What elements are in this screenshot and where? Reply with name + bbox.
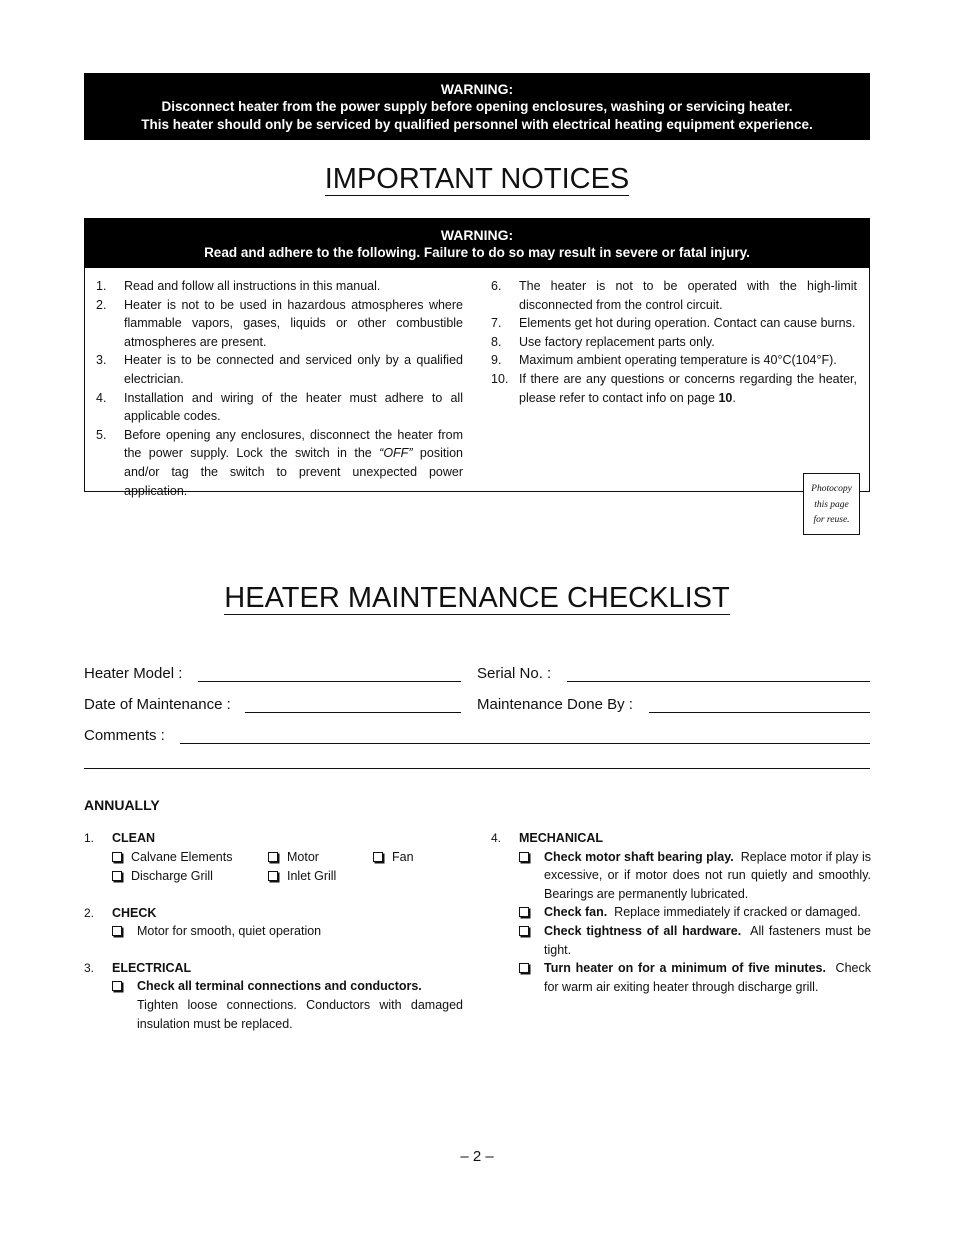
top-warning-line-2: This heater should only be serviced by qualified personnel with electrical heating equipment experience.	[141, 117, 813, 132]
mechanical-block: 4. MECHANICAL Check motor shaft bearing play. Replace motor if play is excessive, or if motor does not run quietly and smoothly. Bearings are permanently lubricated. Check fan. Replace immediately if cracked or damaged. Check tightness of all hardware. All fasteners must be tight. Turn heater on for a minimum of five minutes. Check for warm air exiting heater through discharge grill.	[491, 829, 871, 996]
checkbox-icon[interactable]	[112, 981, 122, 991]
top-warning-box	[84, 73, 870, 140]
clean-fan[interactable]: Fan	[373, 848, 414, 867]
checkbox-icon[interactable]	[112, 926, 122, 936]
mechanical-title: MECHANICAL	[519, 831, 604, 845]
date-of-maintenance-label: Date of Maintenance :	[84, 696, 231, 713]
mechanical-run-heater[interactable]: Turn heater on for a minimum of five minutes. Check for warm air exiting heater through discharge grill.	[519, 959, 871, 996]
checkbox-icon[interactable]	[519, 852, 529, 862]
comments-label: Comments :	[84, 727, 165, 744]
electrical-block: 3. ELECTRICAL Check all terminal connections and conductors. Tighten loose connections. Conductors with damaged insulation must be replaced.	[84, 959, 463, 1033]
notice-warning-text: Read and adhere to the following. Failure to do so may result in severe or fatal injury.	[204, 245, 750, 260]
page-number: – 2 –	[460, 1148, 494, 1165]
notice-item-5: 5. Before opening any enclosures, disconnect the heater from the power supply. Lock the switch in the “OFF” position and/or tag the switch to prevent unexpected power application.	[96, 427, 463, 498]
notice-item-1: 1. Read and follow all instructions in this manual.	[96, 279, 381, 293]
check-title: CHECK	[112, 905, 157, 920]
clean-calvane-elements[interactable]: Calvane Elements	[112, 848, 232, 867]
photocopy-note: Photocopy this page for reuse.	[803, 473, 860, 535]
notice-item-4: 4. Installation and wiring of the heater must adhere to all applicable codes.	[96, 390, 463, 424]
clean-block: 1. CLEAN Calvane Elements Motor Fan Discharge Grill Inlet Grill	[84, 829, 463, 886]
heater-model-field[interactable]	[198, 681, 461, 682]
clean-motor[interactable]: Motor	[268, 848, 319, 867]
checkbox-icon[interactable]	[519, 963, 529, 973]
check-block: 2. CHECK Motor for smooth, quiet operation	[84, 904, 463, 941]
clean-discharge-grill[interactable]: Discharge Grill	[112, 867, 213, 886]
notice-item-10: 10. If there are any questions or concerns regarding the heater, please refer to contact info on page 10.	[491, 371, 857, 405]
comments-field-line-2[interactable]	[84, 768, 870, 769]
electrical-terminal-connections[interactable]: Check all terminal connections and conductors.	[112, 977, 463, 996]
comments-field[interactable]	[180, 743, 870, 744]
maintenance-done-by-label: Maintenance Done By :	[477, 696, 633, 713]
clean-inlet-grill[interactable]: Inlet Grill	[268, 867, 336, 886]
notice-item-8: 8. Use factory replacement parts only.	[491, 334, 715, 349]
electrical-description: Tighten loose connections. Conductors with damaged insulation must be replaced.	[137, 997, 463, 1031]
clean-title: CLEAN	[112, 831, 156, 845]
checkbox-icon[interactable]	[519, 926, 529, 936]
serial-no-label: Serial No. :	[477, 665, 552, 682]
serial-no-field[interactable]	[567, 681, 870, 682]
mechanical-hardware-tightness[interactable]: Check tightness of all hardware. All fasteners must be tight.	[519, 922, 871, 959]
check-motor-operation[interactable]: Motor for smooth, quiet operation	[112, 922, 463, 941]
mechanical-check-fan[interactable]: Check fan. Replace immediately if cracked or damaged.	[519, 903, 871, 922]
checklist-heading: HEATER MAINTENANCE CHECKLIST	[224, 582, 730, 614]
top-warning-title: WARNING:	[440, 81, 514, 97]
notice-warning-title: WARNING:	[440, 227, 514, 243]
electrical-title: ELECTRICAL	[112, 960, 192, 975]
top-warning-line-1: Disconnect heater from the power supply before opening enclosures, washing or servicing heater.	[161, 99, 793, 114]
important-notices-heading: IMPORTANT NOTICES	[324, 163, 630, 195]
annually-title: ANNUALLY	[84, 797, 160, 813]
notice-list-right	[491, 277, 857, 407]
notice-item-2: 2. Heater is not to be used in hazardous atmospheres where flammable vapors, gases, liquids or other combustible atmospheres are present.	[96, 297, 463, 349]
mechanical-motor-shaft[interactable]: Check motor shaft bearing play. Replace motor if play is excessive, or if motor does not run quietly and smoothly. Bearings are permanently lubricated.	[519, 848, 871, 904]
notice-item-6: 6. The heater is not to be operated with the high-limit disconnected from the control circuit.	[491, 279, 857, 312]
checkbox-icon[interactable]	[112, 852, 122, 862]
checkbox-icon[interactable]	[112, 871, 122, 881]
maintenance-done-by-field[interactable]	[649, 712, 870, 713]
notice-item-7: 7. Elements get hot during operation. Contact can cause burns.	[491, 316, 856, 331]
notice-list-left	[96, 277, 463, 500]
notice-warning-box	[84, 218, 870, 268]
notice-item-9: 9. Maximum ambient operating temperature is 40°C(104°F).	[491, 353, 837, 368]
date-of-maintenance-field[interactable]	[245, 712, 461, 713]
checkbox-icon[interactable]	[268, 852, 278, 862]
checkbox-icon[interactable]	[373, 852, 383, 862]
checklist-left-column	[84, 829, 463, 1033]
checklist-right-column	[491, 829, 875, 996]
checkbox-icon[interactable]	[268, 871, 278, 881]
checkbox-icon[interactable]	[519, 907, 529, 917]
notice-item-3: 3. Heater is to be connected and serviced only by a qualified electrician.	[96, 353, 463, 386]
heater-model-label: Heater Model :	[84, 665, 183, 682]
